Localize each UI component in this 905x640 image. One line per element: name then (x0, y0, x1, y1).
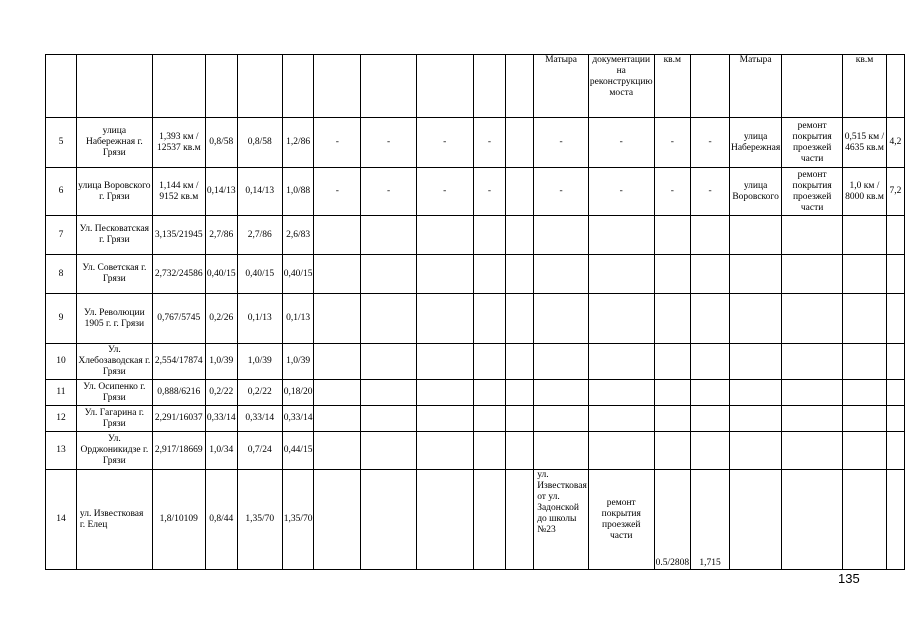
table-row (46, 344, 905, 380)
street-name: Ул. Революции 1905 г. г. Грязи (76, 294, 152, 344)
repair-cost: 4,2 (886, 118, 904, 168)
dash-cell: - (473, 168, 506, 216)
length-area: 1,8/10109 (152, 470, 205, 570)
value-b: 0,40/15 (237, 255, 282, 294)
value-b: 0,2/22 (237, 380, 282, 406)
value-b: 0,33/14 (237, 406, 282, 432)
length-area: 3,135/21945 (152, 216, 205, 255)
value-c: 1,35/70 (282, 470, 314, 570)
table-row (46, 118, 905, 168)
dash-cell: - (654, 168, 691, 216)
value-b: 0,14/13 (237, 168, 282, 216)
value-a: 0,14/13 (205, 168, 237, 216)
value-a: 0,8/44 (205, 470, 237, 570)
dash-cell: - (534, 168, 589, 216)
row-number: 13 (46, 432, 77, 470)
table-row (46, 432, 905, 470)
street-name: ул. Известковая г. Елец (76, 470, 152, 570)
street-name: Ул. Орджоникидзе г. Грязи (76, 432, 152, 470)
table-row (46, 406, 905, 432)
document-table (45, 54, 905, 570)
value-c: 0,40/15 (282, 255, 314, 294)
repair-road: ул. Известковая от ул. Задонской до школы №23 (534, 470, 589, 570)
table-row (46, 255, 905, 294)
value-b: 0,7/24 (237, 432, 282, 470)
dash-cell: - (416, 168, 473, 216)
value-b: 0,8/58 (237, 118, 282, 168)
repair-work: ремонт покрытия проезжей части (782, 168, 843, 216)
value-c: 1,0/39 (282, 344, 314, 380)
repair-value-a: 0.5/2808 (654, 470, 691, 570)
value-a: 0,8/58 (205, 118, 237, 168)
dash-cell: - (654, 118, 691, 168)
value-b: 1,0/39 (237, 344, 282, 380)
row-number: 5 (46, 118, 77, 168)
repair-amount: 0,515 км / 4635 кв.м (843, 118, 887, 168)
value-a: 0,2/26 (205, 294, 237, 344)
value-a: 0,2/22 (205, 380, 237, 406)
table-row (46, 470, 905, 570)
row-number: 7 (46, 216, 77, 255)
dash-cell: - (691, 118, 730, 168)
repair-road: улица Воровского (729, 168, 781, 216)
repair-amount: 1,0 км / 8000 кв.м (843, 168, 887, 216)
value-c: 0,18/20 (282, 380, 314, 406)
repair-cost: 7,2 (886, 168, 904, 216)
row-number: 11 (46, 380, 77, 406)
repair-value-b: 1,715 (691, 470, 730, 570)
header-row (46, 55, 905, 118)
value-a: 1,0/34 (205, 432, 237, 470)
value-c: 2,6/83 (282, 216, 314, 255)
length-area: 2,917/18669 (152, 432, 205, 470)
repair-road: улица Набережная (729, 118, 781, 168)
dash-cell: - (361, 118, 417, 168)
dash-cell: - (534, 118, 589, 168)
header-matyra-cell-2: Матыра (729, 55, 781, 118)
row-number: 9 (46, 294, 77, 344)
value-b: 2,7/86 (237, 216, 282, 255)
table-row (46, 168, 905, 216)
street-name: Ул. Осипенко г. Грязи (76, 380, 152, 406)
repair-work: ремонт покрытия проезжей части (588, 470, 654, 570)
dash-cell: - (588, 168, 654, 216)
street-name: улица Воровского г. Грязи (76, 168, 152, 216)
repair-work: ремонт покрытия проезжей части (782, 118, 843, 168)
header-matyra-cell: Матыра (534, 55, 589, 118)
value-b: 1,35/70 (237, 470, 282, 570)
dash-cell: - (314, 118, 361, 168)
dash-cell: - (588, 118, 654, 168)
value-a: 2,7/86 (205, 216, 237, 255)
street-name: Ул. Гагарина г. Грязи (76, 406, 152, 432)
table-row (46, 294, 905, 344)
dash-cell: - (473, 118, 506, 168)
street-name: Ул. Песковатская г. Грязи (76, 216, 152, 255)
value-a: 0,33/14 (205, 406, 237, 432)
table-row (46, 216, 905, 255)
street-name: Ул. Советская г. Грязи (76, 255, 152, 294)
row-number: 14 (46, 470, 77, 570)
row-number: 6 (46, 168, 77, 216)
header-unit-cell-2: кв.м (843, 55, 887, 118)
header-unit-cell: кв.м (654, 55, 691, 118)
street-name: Ул. Хлебозаводская г. Грязи (76, 344, 152, 380)
length-area: 2,554/17874 (152, 344, 205, 380)
value-c: 0,44/15 (282, 432, 314, 470)
length-area: 0,767/5745 (152, 294, 205, 344)
value-c: 0,33/14 (282, 406, 314, 432)
dash-cell: - (691, 168, 730, 216)
header-docs-cell: документации на реконструкцию моста (588, 55, 654, 118)
page-number: 135 (838, 571, 860, 586)
length-area: 1,144 км / 9152 кв.м (152, 168, 205, 216)
value-c: 1,2/86 (282, 118, 314, 168)
row-number: 10 (46, 344, 77, 380)
table-row (46, 380, 905, 406)
value-c: 0,1/13 (282, 294, 314, 344)
dash-cell: - (361, 168, 417, 216)
value-a: 0,40/15 (205, 255, 237, 294)
value-c: 1,0/88 (282, 168, 314, 216)
value-b: 0,1/13 (237, 294, 282, 344)
length-area: 0,888/6216 (152, 380, 205, 406)
row-number: 12 (46, 406, 77, 432)
length-area: 2,732/24586 (152, 255, 205, 294)
length-area: 1,393 км / 12537 кв.м (152, 118, 205, 168)
row-number: 8 (46, 255, 77, 294)
length-area: 2,291/16037 (152, 406, 205, 432)
dash-cell: - (314, 168, 361, 216)
street-name: улица Набережная г. Грязи (76, 118, 152, 168)
dash-cell: - (416, 118, 473, 168)
value-a: 1,0/39 (205, 344, 237, 380)
